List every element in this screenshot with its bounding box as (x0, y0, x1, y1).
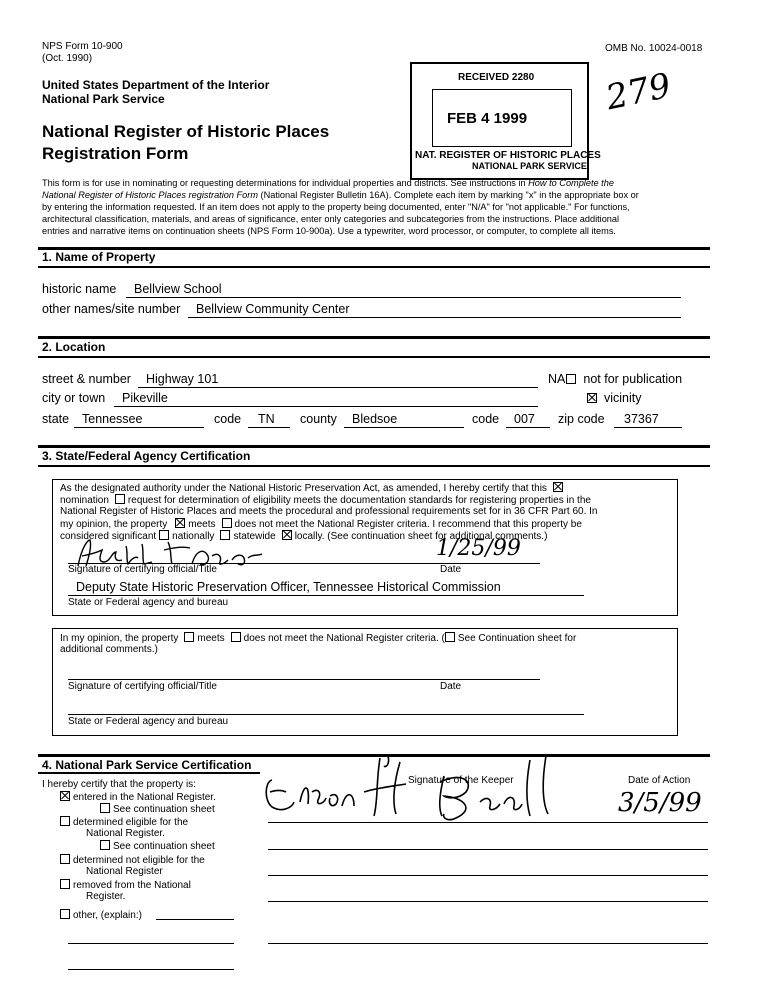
section2-bottom-rule (38, 356, 710, 358)
vicinity-field (584, 391, 642, 406)
signature-label: Signature of certifying official/Title (68, 564, 217, 575)
section3-heading: 3. State/Federal Agency Certification (42, 449, 251, 463)
na-field (548, 372, 682, 387)
city-label: city or town (42, 391, 106, 405)
historic-name-underline (126, 297, 681, 298)
eligible-continuation-checkbox[interactable] (100, 840, 110, 850)
keeper-line-4 (268, 901, 708, 902)
state-code-value[interactable]: TN (258, 412, 275, 426)
form-title-line2: Registration Form (42, 144, 189, 163)
not-eligible-checkbox[interactable] (60, 854, 70, 864)
other-names-underline (188, 317, 681, 318)
county-code-underline (506, 427, 550, 428)
option-removed: removed from the National (60, 879, 191, 892)
keeper-line-2 (268, 849, 708, 850)
other-explain-line (156, 919, 234, 920)
omb-number: OMB No. 10024-0018 (605, 43, 703, 54)
date2-label: Date (440, 681, 462, 692)
cert-text-line2: nomination request for determination of eligibility meets the documentation standards for registering properties in the (60, 495, 591, 506)
state-code-underline (248, 427, 290, 428)
street-label: street & number (42, 372, 131, 386)
section2-heading: 2. Location (42, 340, 106, 354)
keeper-line-1 (268, 822, 708, 823)
department: United States Department of the Interior (42, 78, 270, 92)
cert-text-line5: considered significant nationally statewide locally. (See continuation sheet for additional comments.) (60, 531, 548, 542)
other-names-value[interactable]: Bellview Community Center (196, 302, 350, 316)
intro-line5: entries and narrative items on continuation sheets (NPS Form 10-900a). Use a typewriter, word processor, or computer, to complete all items. (42, 226, 616, 236)
zip-underline (614, 427, 682, 428)
option-eligible: determined eligible for the (60, 816, 188, 829)
received-stamp (410, 62, 601, 180)
section3-top-rule (38, 445, 710, 448)
county-code-label: code (472, 412, 500, 426)
other-checkbox[interactable] (60, 909, 70, 919)
historic-name-value[interactable]: Bellview School (134, 282, 222, 296)
zip-label: zip code (558, 412, 605, 426)
action-date-handwritten: 3/5/99 (618, 788, 702, 818)
date-of-action-label: Date of Action (628, 775, 691, 786)
street-underline (138, 387, 538, 388)
section4-heading: 4. National Park Service Certification (42, 758, 252, 772)
keeper-signature (260, 752, 590, 832)
entered-checkbox[interactable] (60, 791, 70, 801)
section4-bottom-rule (38, 772, 260, 774)
intro-line1: This form is for use in nominating or requesting determinations for individual properties and districts. See instructions in How to Complete the (42, 178, 614, 188)
stamp-inner-box (432, 89, 572, 147)
section1-bottom-rule (38, 266, 710, 268)
city-value[interactable]: Pikeville (122, 391, 168, 405)
stamp-date: FEB 4 1999 (447, 110, 528, 127)
opinion-does-not-meet-checkbox[interactable] (231, 632, 241, 642)
certify-text: I hereby certify that the property is: (42, 779, 196, 790)
date-label: Date (440, 564, 462, 575)
entered-continuation-checkbox[interactable] (100, 803, 110, 813)
street-value[interactable]: Highway 101 (146, 372, 219, 386)
section2-top-rule (38, 336, 710, 339)
removed-checkbox[interactable] (60, 879, 70, 889)
opinion-meets-checkbox[interactable] (184, 632, 194, 642)
state-underline (74, 427, 204, 428)
other-extra-line2 (68, 969, 234, 970)
other-extra-line1 (68, 943, 234, 944)
agency2-line (68, 714, 584, 715)
intro-line4: architectural classification, materials, and areas of significance, enter only categories and subcategories from the instructions. Place additional (42, 214, 620, 224)
intro-line3: by entering the information requested. If an item does not apply to the property being documented, enter "N/A" for "not applicable." For functions, (42, 202, 630, 212)
agency-label: State or Federal agency and bureau (68, 597, 229, 608)
city-underline (114, 406, 538, 407)
cert-text-line1: As the designated authority under the National Historic Preservation Act, as amended, I hereby certify that this (60, 482, 566, 495)
option-eligible-line2: National Register. (86, 828, 165, 839)
zip-value[interactable]: 37367 (624, 412, 659, 426)
locally-checkbox[interactable] (282, 530, 292, 540)
section3-bottom-rule (38, 465, 710, 467)
option-entered-continuation: See continuation sheet (100, 803, 215, 816)
eligible-checkbox[interactable] (60, 816, 70, 826)
agency-value[interactable]: Deputy State Historic Preservation Officer, Tennessee Historical Commission (76, 580, 501, 594)
option-eligible-continuation: See continuation sheet (100, 840, 215, 853)
form-title-line1: National Register of Historic Places (42, 122, 330, 141)
opinion-line2: additional comments.) (60, 644, 158, 655)
opinion-continuation-checkbox[interactable] (445, 632, 455, 642)
agency2-label: State or Federal agency and bureau (68, 716, 229, 727)
form-date: (Oct. 1990) (42, 53, 93, 64)
stamp-line1: NAT. REGISTER OF HISTORIC PLACES (415, 150, 601, 161)
county-code-value[interactable]: 007 (514, 412, 535, 426)
signature2-label: Signature of certifying official/Title (68, 681, 217, 692)
county-underline (344, 427, 464, 428)
service: National Park Service (42, 92, 165, 106)
not-for-publication-label: not for publication (583, 372, 683, 386)
vicinity-label: vicinity (604, 391, 642, 405)
does-not-meet-checkbox[interactable] (222, 518, 232, 528)
intro-line2: National Register of Historic Places registration Form (National Register Bulletin 16A). Complete each item by marking "x" in the appropriate box or (42, 190, 639, 200)
state-label: state (42, 412, 70, 426)
county-value[interactable]: Bledsoe (352, 412, 398, 426)
agency-line (68, 595, 584, 596)
opinion-line1: In my opinion, the property meets does not meet the National Register criteria. ( See Continuation sheet for (60, 633, 577, 644)
meets-checkbox[interactable] (175, 518, 185, 528)
option-entered: entered in the National Register. (60, 791, 216, 804)
option-not-eligible-line2: National Register (86, 866, 163, 877)
county-label: county (300, 412, 337, 426)
stamp-received: RECEIVED 2280 (458, 72, 535, 83)
keeper-line-3 (268, 875, 708, 876)
historic-name-label: historic name (42, 282, 117, 296)
request-determination-checkbox[interactable] (115, 494, 125, 504)
keeper-line-5 (268, 943, 708, 944)
cert-text-line4: my opinion, the property meets does not meet the National Register criteria. I recommend that this property be (60, 519, 582, 530)
option-other: other, (explain:) (60, 909, 142, 922)
cert-text-line3: National Register of Historic Places and meets the procedural and professional requirements set for in 36 CFR Part 60. In (60, 506, 598, 517)
other-names-label: other names/site number (42, 302, 181, 316)
vicinity-checkbox[interactable] (587, 393, 597, 403)
not-for-publication-checkbox[interactable] (566, 374, 576, 384)
state-code-label: code (214, 412, 242, 426)
form-id: NPS Form 10-900 (42, 41, 123, 52)
option-not-eligible: determined not eligible for the (60, 854, 205, 867)
keeper-label: Signature of the Keeper (408, 775, 514, 786)
section1-heading: 1. Name of Property (42, 250, 156, 264)
signature2-line (68, 679, 540, 680)
shpo-signature-date: 1/25/99 (436, 536, 521, 561)
state-value[interactable]: Tennessee (82, 412, 143, 426)
handwritten-number: 279 (602, 65, 675, 119)
nomination-checkbox-mark[interactable] (553, 482, 563, 492)
na-label: NA (548, 372, 566, 386)
stamp-line2: NATIONAL PARK SERVICE (472, 161, 587, 171)
option-removed-line2: Register. (86, 891, 126, 902)
